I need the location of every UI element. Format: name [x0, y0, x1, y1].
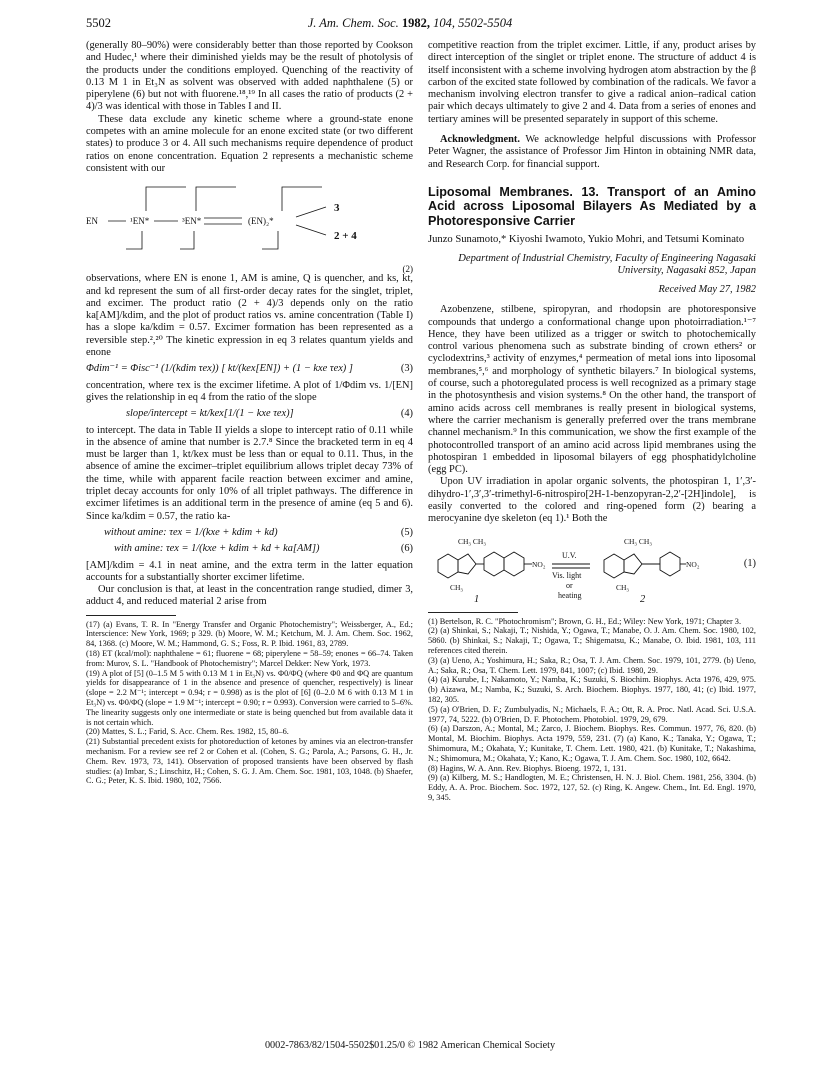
- footnote-9: (9) (a) Kilberg, M. S.; Handlogten, M. E.; Christensen, H. N. J. Biol. Chem. 1981, 256, 3304. (b) Eddy, A. A. Proc. Biochem. Soc. 1972, 127, 52. (c) Ring, K. Angew. Chem., Int. Ed. Engl. 1970, 9, 345.: [428, 773, 756, 802]
- left-paragraph-3: observations, where EN is enone 1, AM is amine, Q is quencher, and ks, kt, and kd represent the sum of all first-order decay rates for the singlet, triplet, and excimer. The product ratio (2 + 4)/3 depends only on the ratio ka[AM]/kdim, and the plot of product ratios vs. amine concentration (Table I) has a slope ka/kdim = 0.57. Excimer formation has been represented as a reversible step.²,²⁰ The kinetic expression in eq 3 relates quantum yields and enone: [86, 273, 413, 359]
- left-paragraph-7: Our conclusion is that, at least in the concentration range studied, dimer 3, adduct 4, and reduced material 2 arise from: [86, 584, 413, 608]
- benzene-ring-2: [660, 552, 680, 576]
- svg-text:³EN*: ³EN*: [182, 216, 202, 227]
- article-title: Liposomal Membranes. 13. Transport of an Amino Acid across Liposomal Bilayers As Mediated by a Photoresponsive Carrier: [428, 184, 756, 228]
- left-paragraph-2: These data exclude any kinetic scheme where a ground-state enone competes with an amine molecule for an enone excited state (or two different states) to produce 3 or 4. All such mechanisms require dependence of product ratios on enone concentration. Equation 2 represents a mechanistic scheme consistent with our: [86, 113, 413, 174]
- svg-text:CH₃: CH₃: [616, 582, 630, 592]
- compound-1-label: 1: [474, 593, 480, 605]
- left-footnotes: [86, 620, 413, 787]
- received-date: Received May 27, 1982: [658, 283, 756, 295]
- article-authors: Junzo Sunamoto,* Kiyoshi Iwamoto, Yukio Mohri, and Tetsumi Kominato: [428, 234, 745, 246]
- equation-3-body: Φdim⁻¹ = Φisc⁻¹ (1/(kdim τex)) [ kt/(kex[EN]) + (1 − kxe τex) ]: [86, 363, 353, 375]
- journal-citation: [86, 16, 734, 31]
- struct-equation-number: (1): [743, 557, 756, 569]
- footnote-5: (5) (a) O'Brien, D. F.; Zumbulyadis, N.; Michaels, F. A.; Ott, R. A. Proc. Natl. Acad. Sci. U.S.A. 1977, 74, 5222. (b) O'Brien, D. F. Photochem. Photobiol. 1979, 29, 679.: [428, 704, 756, 724]
- pyran-ring-1: [484, 552, 504, 576]
- photochromism-equation: [428, 530, 756, 606]
- vis-light-label: Vis. light: [552, 570, 582, 580]
- acknowledgment-label: Acknowledgment.: [440, 134, 520, 146]
- svg-text:CH₃ CH₃: CH₃ CH₃: [624, 536, 652, 546]
- equation-4-number: (4): [400, 408, 413, 420]
- svg-text:2 + 4: 2 + 4: [334, 230, 357, 243]
- copyright-footer: 0002-7863/82/1504-5502$01.25/0 © 1982 American Chemical Society: [264, 1040, 556, 1051]
- right-paragraph-1: competitive reaction from the triplet excimer. Little, if any, product arises by direct interception of the singlet or triplet enone. The structure of adduct 4 is itself inconsistent with a scheme involving hydrogen atom abstraction by the β carbon of the excited state followed by combination of the radicals. We favor a mechanism involving electron transfer to give a radical anion–radical cation pair which decays ultimately to give 2 and 4. Data from a series of enones and tertiary amines will be presented separately in support of this scheme.: [428, 40, 756, 125]
- heating-label: heating: [558, 590, 582, 600]
- svg-text:CH₃: CH₃: [450, 582, 464, 592]
- equation-5-number: (5): [400, 526, 413, 538]
- running-header: [86, 16, 734, 32]
- left-paragraph-5: to intercept. The data in Table II yields a slope to intercept ratio of 0.11 while in the absence of amine that number is 2.7.⁸ Since the bracketed term in eq 4 must be larger than 1, kt/kex must be less than or equal to 0.11. Thus, in the absence of amine the excimer–triplet equilibrium allows triplet decay 73% of the time, while with apparent facile reaction between excimer and amine, triplet decay accounts for only 10% of all triplet pathways. The difference in excimer lifetimes is an additional term in the presence of amine (eq 5 and 6). Since ka/kdim = 0.57, the ratio ka-: [86, 424, 413, 522]
- equation-4: [86, 408, 413, 420]
- footnote-19: (19) A plot of [5] (0–1.5 M 5 with 0.13 M 1 in Et₃N) vs. Φ0/ΦQ (where Φ0 and ΦQ are quantum yields for disappearance of 1 in the absence and presence of quencher, respectively) is linear (slope = 2.2 M⁻¹; intercept = 0.94; r = 0.998) as is the plot of [6] (0–2.0 M 6 with 0.13 M 1 in Et₃N) vs. Φ0/ΦQ (slope = 1.9 M⁻¹; intercept = 0.90; r = 0.993). Conversion were carried to 5–6%. The linearity suggests only one intermediate or state is being quenched but from available data it is not certain which.: [86, 668, 413, 727]
- indoline-ring-1: [438, 554, 458, 578]
- footnote-rule: [86, 615, 176, 616]
- compound-2-label: 2: [640, 593, 646, 605]
- equation-4-body: slope/intercept = kt/kex[1/(1 − kxe τex)]: [126, 408, 294, 420]
- page-number: 5502: [86, 16, 111, 30]
- footnote-17: (17) (a) Evans, T. R. In "Energy Transfer and Organic Photochemistry"; Weissberger, A., Ed.; Interscience: New York, 1969; p 329. (b) Moore, W. M.; Ketchum, M. J. Am. Chem. Soc. 1962, 84, 1368. (c) Moore, W. M.; Hammond, G. S.; Foss, R. P. Ibid. 1961, 83, 2789.: [86, 619, 413, 649]
- svg-text:CH₃ CH₃: CH₃ CH₃: [458, 536, 486, 546]
- left-paragraph-1: (generally 80–90%) were considerably better than those reported by Cookson and Hudec,¹ where their diminished yields may be the result of photolysis of the products under the conditions employed. Quenching of the reactivity of 0.13 M 1 in Et₃N as solvent was observed with added naphthalene (5) or piperylene (6) but not with fluorene.¹⁸,¹⁹ In all cases the ratio of products (2 + 4)/3 was identical with those in Tables I and II.: [86, 40, 413, 113]
- footnote-21: (21) Substantial precedent exists for photoreduction of ketones by amines via an electron-transfer mechanism. For a review see ref 2 or Cohen et al. (Cohen, S. G.; Parola, A.; Parsons, G. H., Jr. Chem. Rev. 1973, 73, 141). Observation of proposed transients have been observed by flash studies: (a) Imbar, S.; Linschitz, H.; Cohen, S. G. J. Am. Chem. Soc. 1981, 103, 1048. (b) Shaefer, C. G.; Peter, K. S. Ibid. 1980, 102, 7566.: [86, 737, 413, 786]
- journal-year: 1982,: [401, 16, 431, 30]
- kinetic-scheme-diagram: [86, 181, 413, 273]
- footnote-2: (2) (a) Shinkai, S.; Nakaji, T.; Nishida, Y.; Ogawa, T.; Manabe, O. J. Am. Chem. Soc. 1980, 102, 5860. (b) Shinkai, S.; Nakaji, T.; Ogawa, T.; Shigematsu, K.; Manabe, O. Ibid. 1981, 103, 111 references cited therein.: [428, 626, 756, 655]
- footnote-3: (3) (a) Ueno, A.; Yoshimura, H.; Saka, R.; Osa, T. J. Am. Chem. Soc. 1979, 101, 2779. (b) Ueno, A.; Saka, R.; Osa, T. Chem. Lett. 1979, 841, 1007; (c) Ibid. 1980, 29.: [428, 655, 756, 675]
- acknowledgment: [428, 134, 756, 171]
- svg-text:EN: EN: [86, 216, 98, 227]
- equation-6: [86, 543, 413, 555]
- equation-3-number: (3): [400, 363, 413, 375]
- uv-label: U.V.: [562, 550, 577, 560]
- equation-3: [86, 363, 413, 375]
- pyrrole-ring-1: [458, 554, 476, 574]
- right-column: [428, 40, 756, 803]
- pyrrole-ring-2: [624, 554, 642, 574]
- equation-5: [86, 527, 413, 539]
- or-label: or: [566, 580, 573, 590]
- equation-6-body: with amine: τex = 1/(kxe + kdim + kd + ka[AM]): [114, 543, 320, 555]
- footnote-rule: [428, 612, 518, 613]
- indoline-ring-2: [604, 554, 624, 578]
- benzene-ring-1: [504, 552, 524, 576]
- svg-text:¹EN*: ¹EN*: [130, 216, 150, 227]
- scheme-equation-number: (2): [402, 263, 413, 274]
- footnote-20: (20) Mattes, S. L.; Farid, S. Acc. Chem. Res. 1982, 15, 80–6.: [86, 727, 289, 737]
- right-paragraph-3: Upon UV irradiation in apolar organic solvents, the photospiran 1, 1′,3′-dihydro-1′,3′,3′-trimethyl-6-nitrospiro[2H-1-benzopyran-2,2′-[2H]indole], is easily converted to the colored and ring-opened form (2) bearing a merocyanine dye skeleton (eq 1).¹ Both the: [428, 476, 756, 525]
- footnote-18: (18) ET (kcal/mol): naphthalene = 61; fluorene = 68; piperylene = 58–59; enones = 66–74. Taken from: Murov, S. L. "Handbook of Photochemistry"; Marcel Dekker: New York, 1973.: [86, 649, 413, 668]
- svg-text:NO₂: NO₂: [686, 559, 700, 569]
- left-column: [86, 40, 413, 786]
- journal-volume-pages: 104, 5502-5504: [433, 16, 513, 30]
- left-paragraph-6: [AM]/kdim = 4.1 in neat amine, and the extra term in the latter equation accounts for a substantially shorter excimer lifetime.: [86, 559, 413, 583]
- equation-6-number: (6): [400, 543, 413, 555]
- acknowledgment-text: We acknowledge helpful discussions with Professor Peter Wagner, the assistance of Professor Jim Hinton in obtaining NMR data, and Research Corp. for financial support.: [428, 134, 756, 170]
- left-paragraph-4: concentration, where τex is the excimer lifetime. A plot of 1/Φdim vs. 1/[EN] gives the relationship in eq 4 from the ratio of the slope: [86, 379, 413, 403]
- article-affiliation: Department of Industrial Chemistry, Faculty of Engineering Nagasaki University, Nagasaki 852, Japan: [458, 252, 756, 277]
- footnote-6-7: (6) (a) Darszon, A.; Montal, M.; Zarco, J. Biochem. Biophys. Res. Commun. 1977, 76, 820. (b) Montal, M. Biochim. Biophys. Acta 1979, 559, 231. (7) (a) Kano, K.; Tanaka, Y.; Ogawa, T.; Shimomura, M.; Okahata, Y.; Kunitake, T. Chem. Lett. 1980, 421. (b) Kunitake, T.; Nakashima, N.; Shimomura, M.; Okahata, Y.; Kano, K.; Ogawa, T. J. Am. Chem. Soc. 1980, 102, 6642.: [428, 724, 756, 763]
- footnote-8: (8) Hagins, W. A. Ann. Rev. Biophys. Bioeng. 1972, 1, 131.: [428, 763, 627, 773]
- svg-text:NO₂: NO₂: [532, 559, 546, 569]
- footnote-4: (4) (a) Kurube, I.; Nakamoto, Y.; Namba, K.; Suzuki, S. Biochim. Biophys. Acta 1976, 429, 975. (b) Aizawa, M.; Namba, K.; Suzuki, S. Arch. Biochem. Biophys. 1977, 180, 41; (c) Ibid. 1977, 182, 305.: [428, 675, 756, 704]
- kinetic-scheme: [86, 181, 413, 273]
- equation-5-body: without amine: τex = 1/(kxe + kdim + kd): [104, 526, 278, 538]
- right-paragraph-2: Azobenzene, stilbene, spiropyran, and rhodopsin are photoresponsive compounds that undergo a conformational change upon photoirradiation.¹⁻⁷ Hence, they have been utilized as a trigger or switch to photochemically control various phenomena such as substrate binding of crown ethers² or cyclodextrins,³ activity of enzymes,⁴ permeation of metal ions into liposomal membranes,⁵,⁶ and morphology of synthetic bilayers.⁷ In biological systems, of course, such a photoregulated process is well recognized as a primary stage in the photosynthesis and vision systems.⁸ On the other hand, the transport of amino acids across cell membranes is really present in biological systems, where the carrier mechanism is generally preferred over the trans membrane channel mechanism.⁹ In this communication, we show the first example of the photocontrolled transport of an amino acid across lipid membranes using the photospiran 1 embedded in liposomal bilayers of egg phosphatidylcholine (egg PC).: [428, 304, 756, 476]
- svg-text:(EN)₂*: (EN)₂*: [248, 216, 274, 227]
- footnote-1: (1) Bertelson, R. C. "Photochromism"; Brown, G. H., Ed.; Wiley: New York, 1971; Chapter 3.: [428, 616, 742, 626]
- svg-text:3: 3: [334, 202, 340, 215]
- journal-name: J. Am. Chem. Soc.: [307, 16, 399, 30]
- right-footnotes: [428, 617, 756, 803]
